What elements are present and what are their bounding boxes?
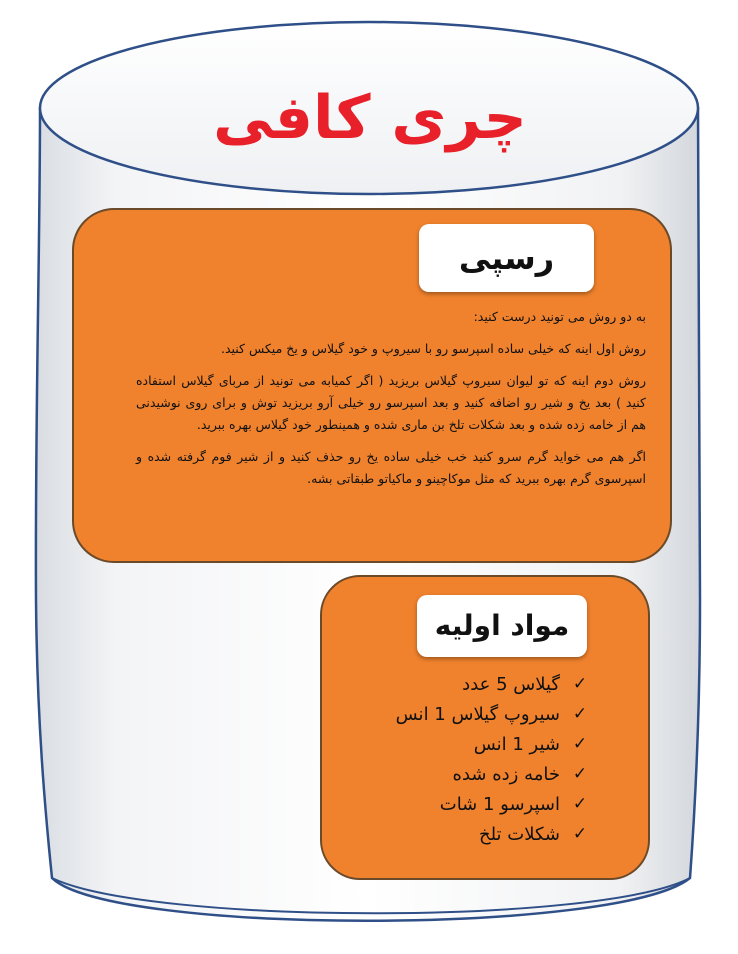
ingredient-label: شکلات تلخ <box>478 823 560 845</box>
recipe-body <box>136 306 646 500</box>
check-icon: ✓ <box>572 704 588 724</box>
ingredient-label: شیر 1 انس <box>473 733 560 755</box>
check-icon: ✓ <box>572 824 588 844</box>
ingredient-label: اسپرسو 1 شات <box>439 793 560 815</box>
ingredient-label: سیروپ گیلاس 1 انس <box>395 703 560 725</box>
recipe-heading: رسپی <box>419 224 594 292</box>
check-icon: ✓ <box>572 734 588 754</box>
ingredient-label: خامه زده شده <box>452 763 560 785</box>
list-item <box>342 669 592 699</box>
recipe-paragraph: به دو روش می تونید درست کنید: <box>473 309 646 324</box>
recipe-paragraph: روش اول اینه که خیلی ساده اسپرسو رو با سیروپ و خود گیلاس و یخ میکس کنید. <box>220 341 646 356</box>
recipe-paragraph: روش دوم اینه که تو لیوان سیروپ گیلاس بریزید ( اگر کمیابه می تونید از مربای گیلاس استفاده کنید ) بعد یخ و شیر رو اضافه کنید و بعد اسپرسو رو خیلی آرو بریزید توش و برای روی نوشیدنی هم از خامه زده شده و بعد شکلات تلخ بن ماری شده و همینطور خود گیلاس بهره ببرید. <box>136 373 646 432</box>
check-icon: ✓ <box>572 794 588 814</box>
check-icon: ✓ <box>572 674 588 694</box>
ingredients-heading: مواد اولیه <box>417 595 587 657</box>
page-title: چری کافی <box>213 83 527 153</box>
recipe-panel <box>72 208 672 563</box>
list-item <box>342 759 592 789</box>
recipe-paragraph: اگر هم می خواید گرم سرو کنید خب خیلی ساده یخ رو حذف کنید و از شیر فوم گرفته شده و اسپرسوی گرم بهره ببرید که مثل موکاچینو و ماکیاتو طبقاتی بشه. <box>136 449 646 486</box>
list-item <box>342 819 592 849</box>
check-icon: ✓ <box>572 764 588 784</box>
ingredient-label: گیلاس 5 عدد <box>462 673 560 695</box>
list-item <box>342 729 592 759</box>
list-item <box>342 699 592 729</box>
list-item <box>342 789 592 819</box>
ingredients-panel <box>320 575 650 880</box>
ingredients-list <box>342 669 592 849</box>
